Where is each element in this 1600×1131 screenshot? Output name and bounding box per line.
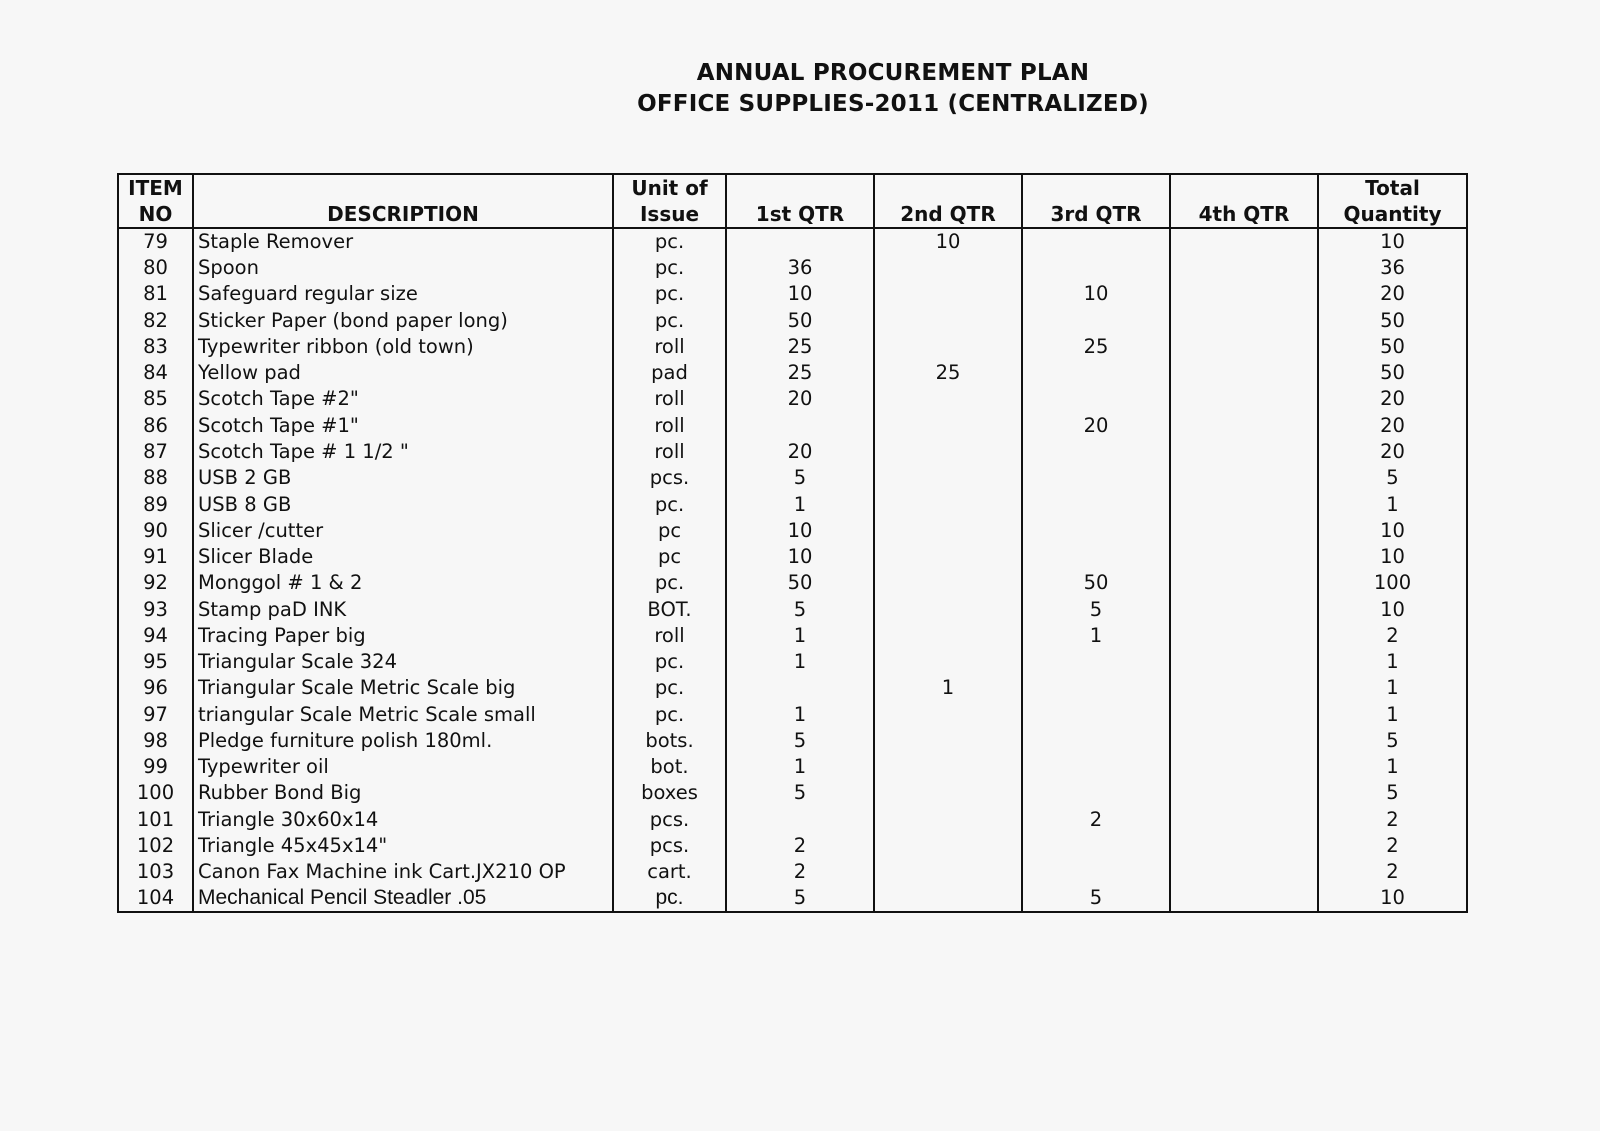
table-row (118, 623, 1467, 649)
item-no-cell: 86 (118, 413, 193, 439)
qtr2-cell (874, 308, 1022, 334)
qtr4-cell (1170, 386, 1318, 412)
description-cell: Monggol # 1 & 2 (193, 570, 613, 596)
total-quantity-cell: 1 (1318, 702, 1467, 728)
item-no-cell: 92 (118, 570, 193, 596)
procurement-table (117, 173, 1468, 913)
qtr2-cell (874, 281, 1022, 307)
total-quantity-cell: 1 (1318, 675, 1467, 701)
table-row (118, 649, 1467, 675)
total-quantity-cell: 10 (1318, 544, 1467, 570)
total-quantity-cell: 2 (1318, 833, 1467, 859)
description-cell: Staple Remover (193, 228, 613, 255)
item-no-cell: 91 (118, 544, 193, 570)
qtr2-cell (874, 807, 1022, 833)
table-row (118, 807, 1467, 833)
description-cell: Triangular Scale 324 (193, 649, 613, 675)
description-cell: Tracing Paper big (193, 623, 613, 649)
unit-cell: pc. (613, 649, 726, 675)
table-row (118, 596, 1467, 622)
total-quantity-cell: 36 (1318, 255, 1467, 281)
qtr3-cell (1022, 518, 1170, 544)
item-no-cell: 82 (118, 308, 193, 334)
qtr2-cell (874, 728, 1022, 754)
qtr1-cell: 20 (726, 439, 874, 465)
unit-cell: roll (613, 623, 726, 649)
description-cell: Pledge furniture polish 180ml. (193, 728, 613, 754)
total-quantity-cell: 20 (1318, 386, 1467, 412)
unit-cell: pc. (613, 228, 726, 255)
item-no-cell: 100 (118, 780, 193, 806)
qtr2-cell (874, 491, 1022, 517)
item-no-cell: 90 (118, 518, 193, 544)
qtr4-cell (1170, 413, 1318, 439)
description-cell: Typewriter oil (193, 754, 613, 780)
item-no-cell: 97 (118, 702, 193, 728)
qtr3-cell: 2 (1022, 807, 1170, 833)
qtr3-cell (1022, 754, 1170, 780)
qtr4-cell (1170, 833, 1318, 859)
description-cell: Scotch Tape #2" (193, 386, 613, 412)
item-no-cell: 88 (118, 465, 193, 491)
unit-cell: BOT. (613, 596, 726, 622)
qtr2-cell (874, 833, 1022, 859)
qtr1-cell: 5 (726, 728, 874, 754)
total-quantity-cell: 2 (1318, 807, 1467, 833)
qtr4-cell (1170, 281, 1318, 307)
table-row (118, 465, 1467, 491)
table-row (118, 754, 1467, 780)
item-no-cell: 85 (118, 386, 193, 412)
description-cell: Sticker Paper (bond paper long) (193, 308, 613, 334)
qtr3-cell (1022, 308, 1170, 334)
description-cell: Rubber Bond Big (193, 780, 613, 806)
qtr2-cell (874, 518, 1022, 544)
item-no-cell: 81 (118, 281, 193, 307)
qtr3-cell (1022, 649, 1170, 675)
qtr4-cell (1170, 518, 1318, 544)
table-row (118, 334, 1467, 360)
item-no-cell: 98 (118, 728, 193, 754)
qtr4-cell (1170, 228, 1318, 255)
qtr3-cell (1022, 780, 1170, 806)
qtr1-cell: 36 (726, 255, 874, 281)
description-cell: Scotch Tape # 1 1/2 " (193, 439, 613, 465)
description-cell: Safeguard regular size (193, 281, 613, 307)
qtr3-cell (1022, 386, 1170, 412)
qtr3-cell: 1 (1022, 623, 1170, 649)
qtr4-cell (1170, 570, 1318, 596)
unit-cell: pc. (613, 675, 726, 701)
item-no-cell: 80 (118, 255, 193, 281)
qtr1-cell: 50 (726, 308, 874, 334)
total-quantity-cell: 1 (1318, 754, 1467, 780)
qtr2-cell (874, 334, 1022, 360)
qtr1-cell: 5 (726, 780, 874, 806)
qtr3-cell: 20 (1022, 413, 1170, 439)
unit-cell: pcs. (613, 465, 726, 491)
description-cell: Spoon (193, 255, 613, 281)
qtr4-cell (1170, 439, 1318, 465)
qtr1-cell: 5 (726, 596, 874, 622)
qtr2-cell (874, 465, 1022, 491)
qtr1-cell: 25 (726, 334, 874, 360)
item-no-cell: 87 (118, 439, 193, 465)
unit-cell: bot. (613, 754, 726, 780)
item-no-cell: 89 (118, 491, 193, 517)
table-row (118, 360, 1467, 386)
qtr4-cell (1170, 649, 1318, 675)
table-row (118, 885, 1467, 912)
unit-cell: roll (613, 413, 726, 439)
description-cell: USB 8 GB (193, 491, 613, 517)
item-no-cell: 93 (118, 596, 193, 622)
unit-cell: pc (613, 544, 726, 570)
total-quantity-cell: 10 (1318, 228, 1467, 255)
total-quantity-cell: 20 (1318, 281, 1467, 307)
item-no-cell: 99 (118, 754, 193, 780)
table-header-row (118, 174, 1467, 228)
qtr3-cell (1022, 833, 1170, 859)
table-row (118, 833, 1467, 859)
unit-cell: pcs. (613, 833, 726, 859)
qtr4-cell (1170, 885, 1318, 912)
description-cell: Canon Fax Machine ink Cart.JX210 OP (193, 859, 613, 885)
table-row (118, 518, 1467, 544)
qtr4-cell (1170, 491, 1318, 517)
qtr3-cell (1022, 544, 1170, 570)
qtr2-cell: 10 (874, 228, 1022, 255)
qtr2-cell (874, 570, 1022, 596)
qtr1-cell (726, 228, 874, 255)
total-quantity-cell: 20 (1318, 413, 1467, 439)
table-row (118, 413, 1467, 439)
header-4th-qtr: 4th QTR (1170, 174, 1318, 228)
qtr3-cell (1022, 675, 1170, 701)
unit-cell: roll (613, 439, 726, 465)
qtr4-cell (1170, 360, 1318, 386)
qtr2-cell (874, 702, 1022, 728)
item-no-cell: 84 (118, 360, 193, 386)
qtr2-cell (874, 780, 1022, 806)
unit-cell: cart. (613, 859, 726, 885)
unit-cell: pc (613, 518, 726, 544)
description-cell: Slicer Blade (193, 544, 613, 570)
qtr2-cell (874, 596, 1022, 622)
header-total-quantity: Total Quantity (1318, 174, 1467, 228)
qtr1-cell (726, 413, 874, 439)
description-cell: Mechanical Pencil Steadler .05 (193, 885, 613, 912)
header-1st-qtr: 1st QTR (726, 174, 874, 228)
qtr1-cell (726, 807, 874, 833)
total-quantity-cell: 100 (1318, 570, 1467, 596)
total-quantity-cell: 5 (1318, 465, 1467, 491)
qtr1-cell: 1 (726, 649, 874, 675)
document-title: ANNUAL PROCUREMENT PLAN (696, 60, 1090, 86)
qtr1-cell: 1 (726, 754, 874, 780)
header-item-no: ITEM NO (118, 174, 193, 228)
total-quantity-cell: 10 (1318, 885, 1467, 912)
table-row (118, 255, 1467, 281)
header-unit-of-issue: Unit of Issue (613, 174, 726, 228)
total-quantity-cell: 20 (1318, 439, 1467, 465)
qtr2-cell (874, 386, 1022, 412)
total-quantity-cell: 2 (1318, 623, 1467, 649)
item-no-cell: 79 (118, 228, 193, 255)
unit-cell: bots. (613, 728, 726, 754)
qtr1-cell: 2 (726, 859, 874, 885)
item-no-cell: 95 (118, 649, 193, 675)
qtr3-cell (1022, 491, 1170, 517)
total-quantity-cell: 10 (1318, 518, 1467, 544)
item-no-cell: 94 (118, 623, 193, 649)
qtr2-cell (874, 885, 1022, 912)
table-row (118, 439, 1467, 465)
qtr4-cell (1170, 675, 1318, 701)
qtr2-cell (874, 623, 1022, 649)
qtr2-cell: 25 (874, 360, 1022, 386)
header-description: DESCRIPTION (193, 174, 613, 228)
table-row (118, 570, 1467, 596)
qtr3-cell (1022, 728, 1170, 754)
unit-cell: pc. (613, 491, 726, 517)
qtr1-cell (726, 675, 874, 701)
description-cell: Triangular Scale Metric Scale big (193, 675, 613, 701)
qtr2-cell (874, 544, 1022, 570)
unit-cell: roll (613, 334, 726, 360)
description-cell: Slicer /cutter (193, 518, 613, 544)
table-row (118, 728, 1467, 754)
qtr3-cell: 25 (1022, 334, 1170, 360)
qtr2-cell (874, 413, 1022, 439)
qtr1-cell: 1 (726, 491, 874, 517)
qtr1-cell: 2 (726, 833, 874, 859)
table-row (118, 491, 1467, 517)
qtr3-cell: 50 (1022, 570, 1170, 596)
qtr1-cell: 25 (726, 360, 874, 386)
qtr4-cell (1170, 334, 1318, 360)
qtr2-cell (874, 649, 1022, 675)
description-cell: Triangle 45x45x14" (193, 833, 613, 859)
qtr4-cell (1170, 702, 1318, 728)
item-no-cell: 101 (118, 807, 193, 833)
qtr1-cell: 20 (726, 386, 874, 412)
item-no-cell: 104 (118, 885, 193, 912)
unit-cell: pad (613, 360, 726, 386)
description-cell: USB 2 GB (193, 465, 613, 491)
qtr4-cell (1170, 754, 1318, 780)
unit-cell: boxes (613, 780, 726, 806)
table-row (118, 544, 1467, 570)
qtr1-cell: 50 (726, 570, 874, 596)
qtr3-cell (1022, 439, 1170, 465)
qtr4-cell (1170, 544, 1318, 570)
total-quantity-cell: 5 (1318, 780, 1467, 806)
qtr2-cell (874, 859, 1022, 885)
qtr4-cell (1170, 465, 1318, 491)
unit-cell: pc. (613, 255, 726, 281)
qtr1-cell: 10 (726, 281, 874, 307)
total-quantity-cell: 2 (1318, 859, 1467, 885)
qtr3-cell: 5 (1022, 596, 1170, 622)
qtr4-cell (1170, 728, 1318, 754)
description-cell: Typewriter ribbon (old town) (193, 334, 613, 360)
qtr4-cell (1170, 780, 1318, 806)
description-cell: triangular Scale Metric Scale small (193, 702, 613, 728)
qtr3-cell (1022, 702, 1170, 728)
qtr1-cell: 10 (726, 544, 874, 570)
total-quantity-cell: 50 (1318, 360, 1467, 386)
qtr3-cell (1022, 859, 1170, 885)
unit-cell: pc. (613, 885, 726, 912)
table-body (118, 228, 1467, 912)
total-quantity-cell: 1 (1318, 491, 1467, 517)
table-row (118, 675, 1467, 701)
qtr1-cell: 1 (726, 702, 874, 728)
document-subtitle: OFFICE SUPPLIES-2011 (CENTRALIZED) (637, 91, 1149, 117)
qtr4-cell (1170, 308, 1318, 334)
qtr3-cell (1022, 228, 1170, 255)
total-quantity-cell: 1 (1318, 649, 1467, 675)
qtr4-cell (1170, 859, 1318, 885)
qtr2-cell: 1 (874, 675, 1022, 701)
qtr3-cell: 10 (1022, 281, 1170, 307)
description-cell: Triangle 30x60x14 (193, 807, 613, 833)
table-row (118, 308, 1467, 334)
description-cell: Stamp paD INK (193, 596, 613, 622)
qtr1-cell: 1 (726, 623, 874, 649)
qtr1-cell: 5 (726, 885, 874, 912)
table-row (118, 281, 1467, 307)
qtr1-cell: 5 (726, 465, 874, 491)
qtr4-cell (1170, 596, 1318, 622)
item-no-cell: 102 (118, 833, 193, 859)
unit-cell: pcs. (613, 807, 726, 833)
qtr2-cell (874, 439, 1022, 465)
item-no-cell: 103 (118, 859, 193, 885)
qtr1-cell: 10 (726, 518, 874, 544)
qtr4-cell (1170, 623, 1318, 649)
qtr3-cell (1022, 255, 1170, 281)
qtr4-cell (1170, 255, 1318, 281)
header-3rd-qtr: 3rd QTR (1022, 174, 1170, 228)
unit-cell: roll (613, 386, 726, 412)
qtr3-cell (1022, 360, 1170, 386)
qtr2-cell (874, 754, 1022, 780)
total-quantity-cell: 50 (1318, 334, 1467, 360)
unit-cell: pc. (613, 281, 726, 307)
description-cell: Yellow pad (193, 360, 613, 386)
table-row (118, 702, 1467, 728)
unit-cell: pc. (613, 702, 726, 728)
qtr3-cell (1022, 465, 1170, 491)
header-2nd-qtr: 2nd QTR (874, 174, 1022, 228)
table-row (118, 859, 1467, 885)
item-no-cell: 83 (118, 334, 193, 360)
qtr4-cell (1170, 807, 1318, 833)
unit-cell: pc. (613, 570, 726, 596)
qtr3-cell: 5 (1022, 885, 1170, 912)
table-row (118, 386, 1467, 412)
total-quantity-cell: 50 (1318, 308, 1467, 334)
table-row (118, 228, 1467, 255)
total-quantity-cell: 10 (1318, 596, 1467, 622)
total-quantity-cell: 5 (1318, 728, 1467, 754)
description-cell: Scotch Tape #1" (193, 413, 613, 439)
item-no-cell: 96 (118, 675, 193, 701)
table-row (118, 780, 1467, 806)
qtr2-cell (874, 255, 1022, 281)
unit-cell: pc. (613, 308, 726, 334)
